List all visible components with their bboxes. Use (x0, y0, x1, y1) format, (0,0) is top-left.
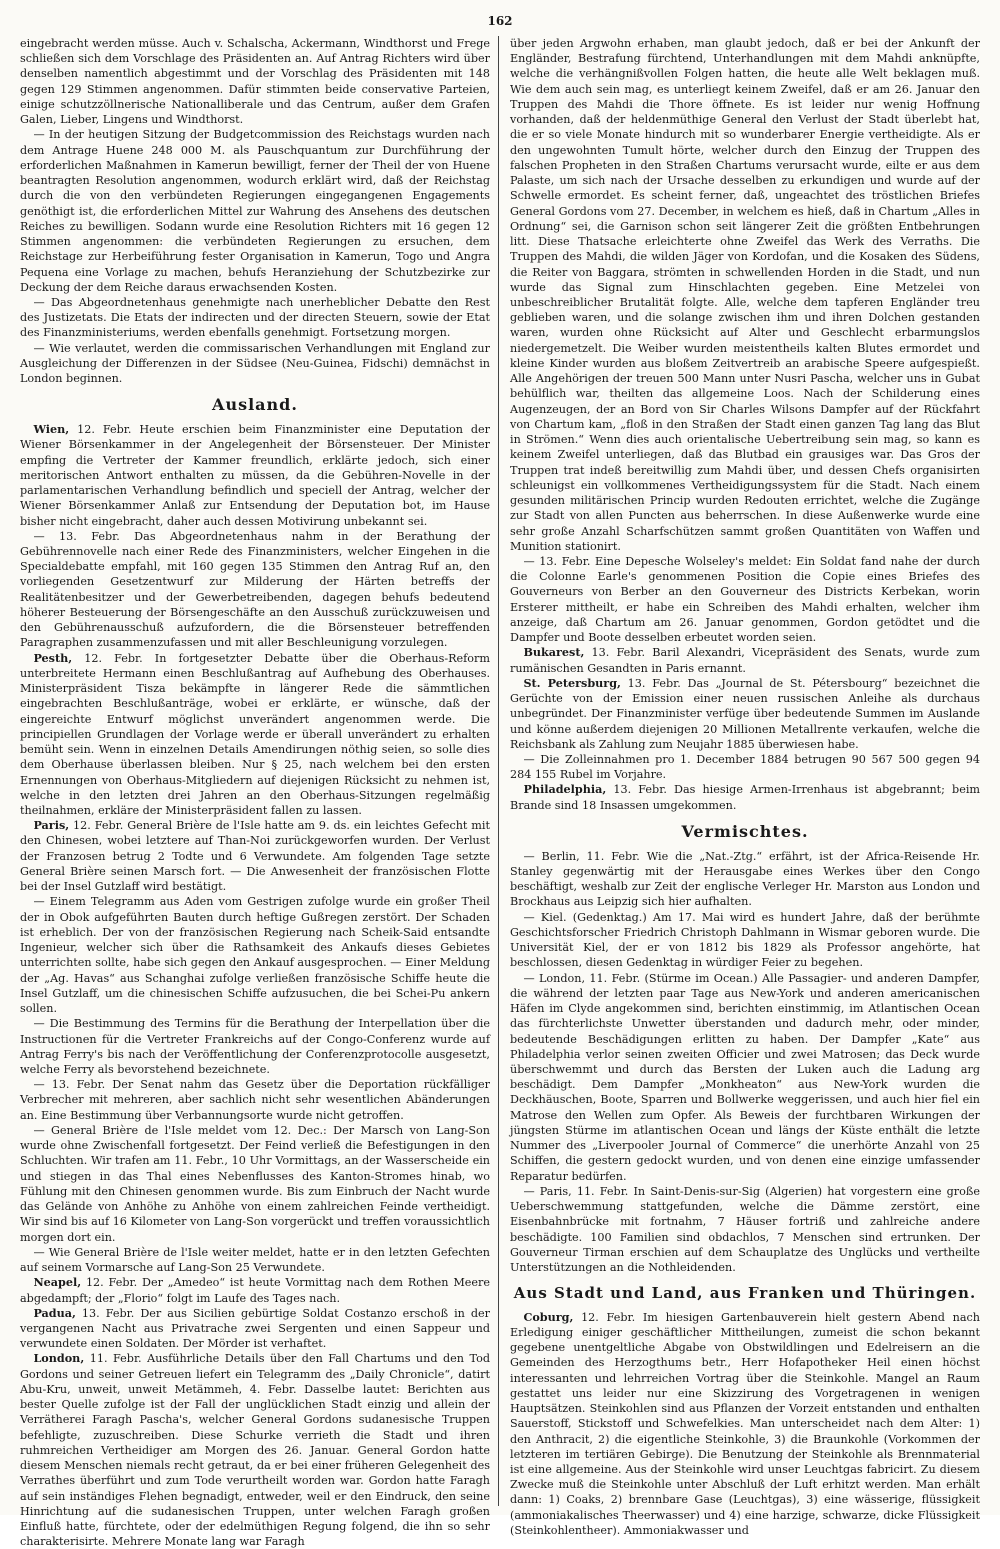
dateline-place: Padua, (33, 1305, 76, 1320)
article-paragraph: — Berlin, 11. Febr. Wie die „Nat.-Ztg.“ erfährt, ist der Africa-Reisende Hr. Stanley gegenwärtig mit der Herausgabe eines Werkes über den Congo beschäftigt, weshalb zur Zeit der englische Verleger Hr. Marston aus London und Brockhaus aus Leipzig sich hier aufhalten. (510, 849, 980, 909)
section-heading-vermischtes: Vermischtes. (681, 821, 809, 841)
dateline-place: Neapel, (33, 1275, 82, 1290)
article-paragraph (20, 1306, 490, 1352)
article-paragraph: — Paris, 11. Febr. In Saint-Denis-sur-Sig (Algerien) hat vorgestern eine große Ueberschwemmung stattgefunden, welche die Dämme zerstört, eine Eisenbahnbrücke mit fortnahm, 7 Häuser fortriß und zahlreiche andere beschädigte. 100 Familien sind obdachlos, 7 Menschen sind ertrunken. Der Gouverneur Tirman erschien auf dem Schauplatze des Unglücks und vertheilte Unterstützungen an die Nothleidenden. (510, 1184, 980, 1275)
section-heading-ausland: Ausland. (212, 395, 298, 415)
article-text: 11. Febr. Ausführliche Details über den Fall Chartums und den Tod Gordons und seiner Getreuen liefert ein Telegramm des „Daily Chronicle“, datirt Abu-Kru, unweit, unweit Metämmeh, 4. Febr. Dasselbe lautet: Berichten aus bester Quelle zufolge ist der Fall der unglücklichen Stadt einzig und allein der Verrätherei Faragh Pascha's, welcher General Gordons sudanesische Truppen befehligte, zuzuschreiben. Diese Schurke verrieth die Stadt und ihren ruhmreichen Vertheidiger am Morgen des 26. Januar. General Gordon hatte diesem Menschen niemals recht getraut, da er bei einer früheren Gelegenheit des Verrathes überführt und zum Tode verurtheilt worden war. Gordon hatte Faragh auf sein inständiges Flehen begnadigt, entweder, weil er den Eindruck, den seine Hinrichtung auf die sudanesischen Truppen, unter welchen Faragh großen Einfluß hatte, fürchtete, oder der edelmüthigen Regung folgend, die ihn so sehr charakterisirte. Mehrere Monate lang war Faragh (20, 1352, 490, 1549)
page-number: 162 (487, 14, 513, 28)
article-text: 13. Febr. Das hiesige Armen-Irrenhaus ist abgebrannt; beim Brande sind 18 Insassen umgekommen. (510, 783, 980, 812)
article-paragraph: — Kiel. (Gedenktag.) Am 17. Mai wird es hundert Jahre, daß der berühmte Geschichtsforscher Friedrich Christoph Dahlmann in Wismar geboren wurde. Die Universität Kiel, der er von 1812 bis 1829 als Professor angehörte, hat beschlossen, diesen Gedenktag in würdiger Feier zu begehen. (510, 910, 980, 970)
article-text: 12. Febr. General Brière de l'Isle hatte am 9. ds. ein leichtes Gefecht mit den Chinesen, wobei letztere auf Than-Noi zurückgeworfen wurden. Der Verlust der Franzosen betrug 2 Todte und 6 Verwundete. Am folgenden Tage setzte General Brière seinen Marsch fort. — Die Anwesenheit der französischen Flotte bei der Insel Gutzlaff wird bestätigt. (20, 819, 490, 894)
article-paragraph (510, 1310, 980, 1539)
section-heading-stadt-und-land: Aus Stadt und Land, aus Franken und Thüringen. (513, 1284, 977, 1303)
dateline-place: Coburg, (523, 1309, 574, 1324)
article-paragraph (20, 651, 490, 819)
article-text: 12. Febr. Der „Amedeo“ ist heute Vormittag nach dem Rothen Meere abgedampft; der „Florio“ folgt im Laufe des Tages nach. (20, 1276, 490, 1305)
article-text: 12. Febr. Im hiesigen Gartenbauverein hielt gestern Abend nach Erledigung einiger geschäftlicher Mittheilungen, zumeist die schon bekannt gegebene unentgeltliche Abgabe von Obstwildlingen und Edelreisern an die Gemeinden des Herzogthums betr., Herr Hofapotheker Heil einen höchst interessanten und lehrreichen Vortrag über die Steinkohle. Mangel an Raum gestattet uns leider nur eine Skizzirung des Vorgetragenen in wenigen Hauptsätzen. Steinkohlen sind aus Pflanzen der Vorzeit entstanden und enthalten Sauerstoff, Stickstoff und Schwefelkies. Man unterscheidet nach dem Alter: 1) den Anthracit, 2) die eigentliche Steinkohle, 3) die Braunkohle (Vorkommen der letzteren im tertiären Gebirge). Die Benutzung der Steinkohle als Brennmaterial ist eine allgemeine. Aus der Steinkohle wird unser Leuchtgas fabricirt. Zu diesem Zwecke muß die Steinkohle unter Abschluß der Luft erhitzt werden. Man erhält dann: 1) Coaks, 2) brennbare Gase (Leuchtgas), 3) eine wässerige, flüssigkeit (ammoniakalisches Theerwasser) und 4) eine harzige, schwarze, dicke Flüssigkeit (Steinkohlentheer). Ammoniakwasser und (510, 1310, 980, 1537)
article-paragraph (510, 782, 980, 812)
article-paragraph: eingebracht werden müsse. Auch v. Schalscha, Ackermann, Windthorst und Frege schließen sich dem Vorschlage des Präsidenten an. Auf Antrag Richters wird über denselben namentlich abgestimmt und der Vorschlag des Präsidenten mit 148 gegen 129 Stimmen angenommen. Dafür stimmten beide conservative Parteien, einige schutzzöllnerische Nationalliberale und das Centrum, außer dem Grafen Galen, Lieber, Lingens und Windthorst. (20, 37, 490, 127)
article-text: 13. Febr. Baril Alexandri, Vicepräsident des Senats, wurde zum rumänischen Gesandten in Paris ernannt. (510, 646, 980, 675)
article-paragraph: über jeden Argwohn erhaben, man glaubt jedoch, daß er bei der Ankunft der Engländer, Bestrafung fürchtend, Unterhandlungen mit dem Mahdi anknüpfte, welche die verhängnißvollen Folgen hatten, die heute alle Welt beklagen muß. Wie dem auch sein mag, es unterliegt keinem Zweifel, daß er am 26. Januar den Truppen des Mahdi die Thore öffnete. Es ist leider nur wenig Hoffnung vorhanden, daß der heldenmüthige General den Verlust der Stadt überlebt hat, die er so viele Monate hindurch mit so wunderbarer Energie vertheidigte. Als er den ungewohnten Tumult hörte, welcher durch den Einzug der Truppen des falschen Propheten in den Straßen Chartums verursacht wurde, eilte er aus dem Palaste, um sich nach der Ursache desselben zu erkundigen und wurde auf der Schwelle ermordet. Es scheint ferner, daß, ungeachtet des tröstlichen Briefes General Gordons vom 27. December, in welchem es hieß, daß in Chartum „Alles in Ordnung“ sei, die Garnison schon seit längerer Zeit die größten Entbehrungen litt. Diese Thatsache erleichterte ohne Zweifel das Werk des Verraths. Die Truppen des Mahdi, die wilden Jäger von Kordofan, und die Kosaken des Südens, die Reiter von Baggara, strömten in schwellenden Horden in die Stadt, und nun wurde das Signal zum Hinschlachten gegeben. Eine Metzelei von unbeschreiblicher Brutalität folgte. Alle, welche dem tapferen Engländer treu geblieben waren, und die solange zwischen ihm und ihren Dolchen gestanden waren, wurden ohne Rücksicht auf Alter und Geschlecht erbarmungslos niedergemetzelt. Die Weiber wurden meistentheils kalten Blutes ermordet und kleine Kinder wurden aus bloßem Zeitvertreib an arabische Speere aufgespießt. Alle Angehörigen der treuen 500 Mann unter Nusri Pascha, welcher uns in Gubat behülflich war, theilten das allgemeine Loos. Nach der Schilderung eines Augenzeugen, der an Bord von Sir Charles Wilsons Dampfer auf der Rückfahrt von Chartum kam, „floß in den Straßen der Stadt einen ganzen Tag lang das Blut in Strömen.“ Wenn dies auch orientalische Uebertreibung sein mag, so kann es keinem Zweifel unterliegen, daß das Blutbad ein grausiges war. Das Gros der Truppen trat indeß bereitwillig zum Mahdi über, und dessen Chefs organisirten schleunigst ein vollkommenes Vertheidigungssystem für die Stadt. Nach einem gesunden militärischen Princip wurden Redouten errichtet, welche die Zugänge zur Stadt von allen Puncten aus beherrschen. In diese Außenwerke wurde eine sehr große Anzahl Scharfschützen sammt großen Quantitäten von Waffen und Munition stationirt. (510, 37, 980, 553)
article-text: 13. Febr. Das „Journal de St. Pétersbourg“ bezeichnet die Gerüchte von der Emission einer neuen russischen Anleihe als durchaus unbegründet. Der Finanzminister verfüge über bedeutende Summen im Auslande und könne außerdem diejenigen 20 Millionen Metallrente verkaufen, welche die Reichsbank als Zahlung zum Neujahr 1885 überwiesen habe. (510, 676, 981, 751)
dateline-place: Pesth, (33, 650, 73, 665)
article-text: 12. Febr. Heute erschien beim Finanzminister eine Deputation der Wiener Börsenkammer in der Angelegenheit der Börsensteuer. Der Minister empfing die Vertreter der Kammer freundlich, erklärte jedoch, sich einer meritorischen Antwort enthalten zu müssen, da die Gebühren-Novelle in der parlamentarischen Verhandlung befindlich und speciell der Antrag, welcher der Wiener Börsenkammer Anlaß zur Entsendung der Deputation bot, im Hause bisher nicht eingebracht, daher auch dessen Motivirung unbekannt sei. (20, 423, 490, 528)
article-paragraph: — 13. Febr. Eine Depesche Wolseley's meldet: Ein Soldat fand nahe der durch die Colonne Earle's genommenen Position die Copie eines Briefes des Gouverneurs von Berber an den Gouverneur des Districts Kerbekan, worin Ersterer mittheilt, er habe ein Schreiben des Mahdi erhalten, welcher ihm anzeige, daß Chartum am 26. Januar genommen, Gordon getödtet und die Dampfer und Boote desselben erbeutet worden seien. (510, 554, 980, 645)
article-paragraph: — In der heutigen Sitzung der Budgetcommission des Reichstags wurden nach dem Antrage Huene 248 000 M. als Pauschquantum zur Durchführung der erforderlichen Maßnahmen in Kamerun bewilligt, ferner der Theil der von Huene beantragten Resolution angenommen, wodurch erklärt wird, daß der Reichstag durch die von den verbündeten Regierungen eingegangenen Engagements genöthigt ist, die erforderlichen Mittel zur Wahrung des Ansehens des deutschen Reiches zu bewilligen. Sodann wurde eine Resolution Richters mit 16 gegen 12 Stimmen angenommen: die verbündeten Regierungen zu ersuchen, dem Reichstage zur Herbeiführung fester Organisation in Kamerun, Togo und Angra Pequena eine Vorlage zu machen, behufs Heranziehung der Schutzbezirke zur Deckung der dem Reiche daraus erwachsenden Kosten. (20, 128, 490, 294)
right-column (510, 36, 981, 1537)
article-text: 13. Febr. Der aus Sicilien gebürtige Soldat Costanzo erschoß in der vergangenen Nacht aus Privatrache zwei Sergenten und einen Sappeur und verwundete einen Soldaten. Der Mörder ist verhaftet. (20, 1306, 490, 1351)
article-paragraph (20, 818, 490, 894)
article-paragraph (20, 1275, 490, 1305)
dateline-place: Bukarest, (523, 645, 585, 660)
article-paragraph: — Die Bestimmung des Termins für die Berathung der Interpellation über die Instructionen für die Vertreter Frankreichs auf der Congo-Conferenz wurde auf Antrag Ferry's bis nach der Veröffentlichung der Conferenzprotocolle ausgesetzt, welche Ferry als bevorstehend bezeichnete. (20, 1017, 490, 1076)
article-paragraph (20, 1351, 490, 1549)
article-paragraph (510, 645, 980, 675)
dateline-place: Wien, (33, 422, 70, 437)
article-paragraph (20, 422, 490, 529)
article-paragraph: — Wie verlautet, werden die commissarischen Verhandlungen mit England zur Ausgleichung der Differenzen in der Südsee (Neu-Guinea, Fidschi) demnächst in London beginnen. (20, 341, 490, 386)
column-divider (498, 36, 499, 1506)
article-paragraph (510, 676, 980, 752)
dateline-place: London, (33, 1351, 85, 1366)
article-paragraph: — Die Zolleinnahmen pro 1. December 1884 betrugen 90 567 500 gegen 94 284 155 Rubel im Vorjahre. (510, 753, 980, 782)
left-column (20, 36, 490, 1549)
dateline-place: St. Petersburg, (523, 675, 621, 690)
article-paragraph: — General Brière de l'Isle meldet vom 12. Dec.: Der Marsch von Lang-Son wurde ohne Zwischenfall fortgesetzt. Der Feind verließ die Befestigungen in den Schluchten. Wir trafen am 11. Febr., 10 Uhr Vormittags, an der Wasserscheide ein und stiegen in das Thal eines Nebenflusses des Kanton-Stromes hinab, wo Fühlung mit den Chinesen genommen wurde. Bis zum Einbruch der Nacht wurde das Gelände von Anhöhe zu Anhöhe von einem zahlreichen Feinde vertheidigt. Wir sind bis auf 16 Kilometer von Lang-Son vorgerückt und treffen voraussichtlich morgen dort ein. (20, 1123, 490, 1244)
article-paragraph: — 13. Febr. Der Senat nahm das Gesetz über die Deportation rückfälliger Verbrecher mit mehreren, aber sachlich nicht sehr wesentlichen Abänderungen an. Eine Bestimmung über Verbannungsorte wurde nicht getroffen. (20, 1078, 490, 1122)
dateline-place: Philadelphia, (523, 782, 607, 797)
article-paragraph: — London, 11. Febr. (Stürme im Ocean.) Alle Passagier- und anderen Dampfer, die während der letzten paar Tage aus New-York und anderen americanischen Häfen im Clyde angekommen sind, berichten einstimmig, im Atlantischen Ocean das fürchterlichste Unwetter überstanden und dadurch mehr, oder minder, bedeutende Beschädigungen erlitten zu haben. Der Dampfer „Kate“ aus Philadelphia verlor seinen zweiten Officier und zwei Matrosen; das Deck wurde überschwemmt und durch das Bersten der Luken auch die Ladung arg beschädigt. Dem Dampfer „Monkheaton“ aus New-York wurden die Deckhäuschen, Boote, Sparren und Bollwerke weggerissen, und auch hier fiel ein Matrose den Wellen zum Opfer. Als Beweis der furchtbaren Wirkungen der jüngsten Stürme im atlantischen Ocean und längs der Küste enthält die letzte Nummer des „Liverpooler Journal of Commerce“ die unerhörte Anzahl von 25 Schiffen, die gestern gedockt wurden, und von denen eine einzige umfassender Reparatur bedürfen. (510, 971, 980, 1183)
dateline-place: Paris, (33, 818, 70, 833)
article-paragraph: — Einem Telegramm aus Aden vom Gestrigen zufolge wurde ein großer Theil der in Obok aufgeführten Bauten durch heftige Gußregen zerstört. Der Schaden ist erheblich. Der von der französischen Regierung nach Scheik-Said entsandte Ingenieur, welcher sich über die Rathsamkeit des Ankaufs dieses Gebietes unterrichten sollte, habe sich gegen den Ankauf ausgesprochen. — Einer Meldung der „Ag. Havas“ aus Schanghai zufolge verließen französische Schiffe heute die Insel Gutzlaff, um die chinesischen Schiffe aufzusuchen, die bei Schei-Pu ankern sollen. (20, 895, 490, 1016)
article-paragraph: — Das Abgeordnetenhaus genehmigte nach unerheblicher Debatte den Rest des Justizetats. Die Etats der indirecten und der directen Steuern, sowie der Etat des Finanzministeriums, werden ebenfalls genehmigt. Fortsetzung morgen. (20, 295, 490, 340)
article-paragraph: — 13. Febr. Das Abgeordnetenhaus nahm in der Berathung der Gebührennovelle nach einer Rede des Finanzministers, welcher Eingehen in die Specialdebatte empfahl, mit 160 gegen 135 Stimmen den Antrag Ruf an, den vorliegenden Gesetzentwurf zur Milderung der Härten betreffs der Realitätenbesitzer und der Gewerbetreibenden, dagegen behufs bedeutend höherer Besteuerung der Börsengeschäfte an den Ausschuß zurückzuweisen und den Gebührenausschuß aufzufordern, die die Börsensteuer betreffenden Paragraphen zusammenzufassen und mit aller Beschleunigung vorzulegen. (20, 529, 490, 650)
article-paragraph: — Wie General Brière de l'Isle weiter meldet, hatte er in den letzten Gefechten auf seinem Vormarsche auf Lang-Son 25 Verwundete. (20, 1245, 490, 1275)
article-text: 12. Febr. In fortgesetzter Debatte über die Oberhaus-Reform unterbreitete Hermann einen Beschlußantrag auf Aufhebung des Oberhauses. Ministerpräsident Tisza bekämpfte in längerer Rede die sämmtlichen eingebrachten Beschlußanträge, wobei er erklärte, er wünsche, daß der eingereichte Entwurf möglichst unverändert angenommen werde. Die principiellen Grundlagen der Vorlage werde er überall unverändert zu erhalten bemüht sein. Wenn in einzelnen Details Amendirungen nöthig seien, so solle dies dem Oberhause überlassen bleiben. Nur § 25, nach welchem bei den ersten Ernennungen von Oberhaus-Mitgliedern auf diejenigen Rücksicht zu nehmen ist, welche in den letzten drei Jahren an den Oberhaus-Sitzungen regelmäßig theilnahmen, erkläre der Ministerpräsident fallen zu lassen. (20, 651, 490, 817)
